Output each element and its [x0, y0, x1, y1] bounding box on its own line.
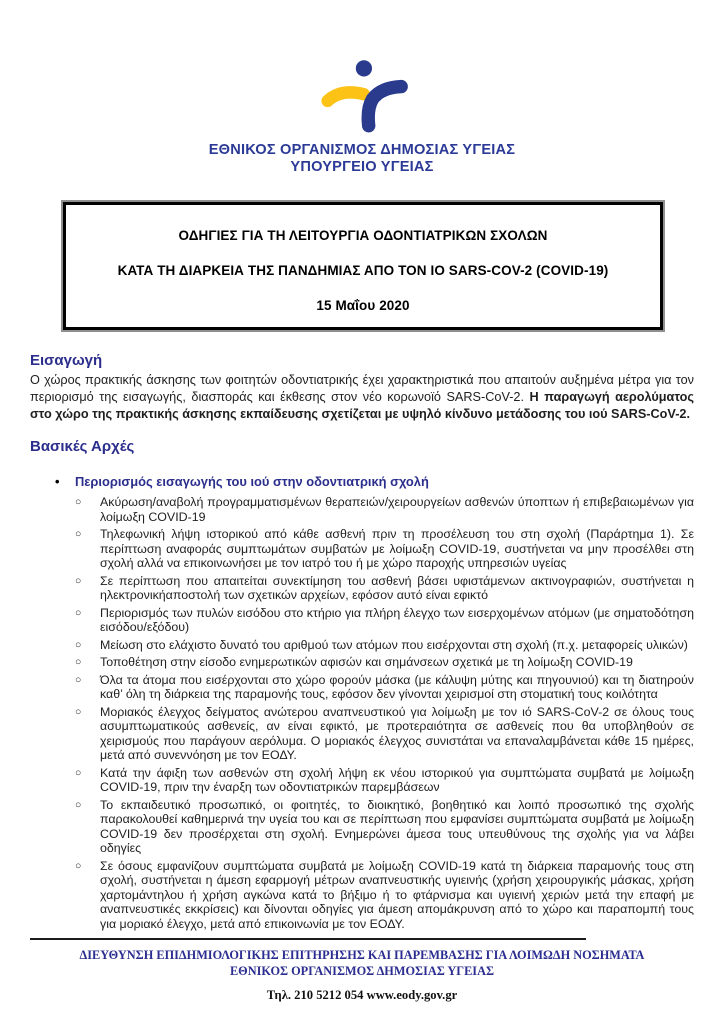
list-item: [30, 655, 694, 670]
principles-heading: Βασικές Αρχές: [30, 438, 135, 455]
document-title-line1: ΟΔΗΓΙΕΣ ΓΙΑ ΤΗ ΛΕΙΤΟΥΡΓΙΑ ΟΔΟΝΤΙΑΤΡΙΚΩΝ ΣΧΟΛΩΝ: [178, 228, 548, 243]
title-box: [63, 202, 663, 330]
circle-bullet-marker: ○: [75, 859, 82, 872]
circle-bullet-marker: ○: [75, 496, 82, 508]
circle-bullet-marker: ○: [75, 656, 82, 668]
circle-bullet-marker: ○: [75, 766, 82, 779]
list-item-text: Κατά την άφιξη των ασθενών στη σχολή λήψη εκ νέου ιστορικού για συμπτώματα συμβατά με λοίμωξη COVID-19, πριν την έναρξη των οδοντιατρικών παρεμβάσεων: [100, 765, 694, 794]
footer-organization: ΕΘΝΙΚΟΣ ΟΡΓΑΝΙΣΜΟΣ ΔΗΜΟΣΙΑΣ ΥΓΕΙΑΣ: [229, 964, 495, 978]
principles-topic-row: [30, 474, 694, 489]
list-item-text: Μοριακός έλεγχος δείγματος ανώτερου αναπνευστικού για λοίμωξη με τον ιό SARS-CoV-2 σε όλους τους ασυμπτωματικούς ασθενείς, αν είναι εφικτό, με προτεραιότητα σε ασθενείς που θα υποβληθούν σε χειρισμούς που παράγουν αερόλυμα. Ο μοριακός έλεγχος συνιστάται να επαναλαμβάνεται κάθε 15 ημέρες, μετά από συνεννόηση με τον ΕΟΔΥ.: [100, 704, 694, 762]
circle-bullet-marker: ○: [75, 705, 82, 718]
document-footer: [0, 938, 724, 1003]
list-item: [30, 574, 694, 603]
list-item-text: Ακύρωση/αναβολή προγραμματισμένων θεραπειών/χειρουργείων ασθενών ύποπτων ή επιβεβαιωμένων για λοίμωξη COVID-19: [100, 495, 694, 524]
list-item-text: Περιορισμός των πυλών εισόδου στο κτήριο για πλήρη έλεγχο των εισερχομένων ατόμων (με σηματοδότηση εισόδου/εξόδου): [100, 605, 694, 634]
footer-department: ΔΙΕΥΘΥΝΣΗ ΕΠΙΔΗΜΙΟΛΟΓΙΚΗΣ ΕΠΙΤΗΡΗΣΗΣ ΚΑΙ ΠΑΡΕΜΒΑΣΗΣ ΓΙΑ ΛΟΙΜΩΔΗ ΝΟΣΗΜΑΤΑ: [79, 948, 645, 962]
footer-divider: [30, 938, 586, 940]
ministry-name: ΥΠΟΥΡΓΕΙΟ ΥΓΕΙΑΣ: [290, 159, 434, 175]
list-item: [30, 673, 694, 702]
circle-bullet-marker: ○: [75, 574, 82, 587]
circle-bullet-marker: ○: [75, 673, 82, 686]
circle-bullet-marker: ○: [75, 606, 82, 619]
list-item: [30, 638, 694, 653]
list-item: [30, 495, 694, 524]
eody-person-logo-icon: [314, 56, 410, 142]
document-title-line2: ΚΑΤΑ ΤΗ ΔΙΑΡΚΕΙΑ ΤΗΣ ΠΑΝΔΗΜΙΑΣ ΑΠΟ ΤΟΝ ΙΟ SARS-COV-2 (COVID-19): [117, 263, 609, 278]
list-item-text: Μείωση στο ελάχιστο δυνατό του αριθμού των ατόμων που εισέρχονται στη σχολή (π.χ. μεταφορείς υλικών): [100, 637, 688, 652]
list-item-text: Τηλεφωνική λήψη ιστορικού από κάθε ασθενή πριν τη προσέλευση του στη σχολή (Παράρτημα 1). Σε περίπτωση αναφοράς συμπτωμάτων συμβατών με λοίμωξη COVID-19, συστήνεται να μην προσέλθει στη σχολή αλλά να επικοινωνήσει με τον ιατρό του ή με χώρο παροχής υπηρεσιών υγείας: [100, 527, 694, 570]
circle-bullet-marker: ○: [75, 528, 82, 540]
list-item-text: Το εκπαιδευτικό προσωπικό, οι φοιτητές, το διοικητικό, βοηθητικό και λοιπό προσωπικό της σχολής παρακολουθεί καθημερινά την υγεία του και σε περίπτωση που εμφανίσει συμπτώματα συμβατά με λοίμωξη COVID-19 δεν προσέρχεται στη σχολή. Ενημερώνει άμεσα τους υπευθύνους της σχολής για να λάβει οδηγίες: [100, 797, 694, 855]
intro-paragraph: [30, 372, 694, 423]
list-item: [30, 798, 694, 856]
list-item: [30, 859, 694, 932]
list-item-text: Τοποθέτηση στην είσοδο ενημερωτικών αφισών και σημάνσεων σχετικά με τη λοίμωξη COVID-19: [100, 655, 633, 669]
intro-heading: Εισαγωγή: [30, 352, 103, 369]
list-item-text: Σε όσους εμφανίζουν συμπτώματα συμβατά με λοίμωξη COVID-19 κατά τη διάρκεια παραμονής τους στη σχολή, συστήνεται η άμεση εφαρμογή μέτρων αναπνευστικής υγιεινής (χρήση χειρουργικής μάσκας, χρήση χαρτομάντηλου ή χρήση αγκώνα κατά το βήξιμο ή το φτάρνισμα και υγιεινή χεριών μετά την επαφή με αναπνευστικές εκκρίσεις) και δίνονται οδηγίες για άμεση απομάκρυνση από το χώρο και παραπομπή τους για μοριακό έλεγχο, μετά από επικοινωνία με τον ΕΟΔΥ.: [100, 858, 694, 931]
circle-bullet-marker: ○: [75, 798, 82, 811]
list-item: [30, 766, 694, 795]
footer-contact: Τηλ. 210 5212 054 www.eody.gov.gr: [266, 988, 458, 1002]
list-item: [30, 527, 694, 571]
document-date: 15 Μαΐου 2020: [316, 298, 410, 313]
organization-name: ΕΘΝΙΚΟΣ ΟΡΓΑΝΙΣΜΟΣ ΔΗΜΟΣΙΑΣ ΥΓΕΙΑΣ: [208, 142, 516, 158]
document-body: [30, 352, 694, 931]
bullet-marker: •: [55, 474, 60, 489]
list-item-text: Σε περίπτωση που απαιτείται συνεκτίμηση του ασθενή βάσει υφιστάμενων ακτινογραφιών, συστήνεται η ηλεκτρονικήαποστολή των σχετικών αρχείων, εφόσον αυτό είναι εφικτό: [100, 573, 694, 602]
sub-bullet-list: [30, 495, 694, 931]
document-header: [0, 0, 724, 176]
intro-text-emphasis: Η παραγωγή αερολύματος στο χώρο της πρακτικής άσκησης εκπαίδευσης σχετίζεται με υψηλό κίνδυνο μετάδοσης του ιού SARS-CoV-2.: [30, 390, 694, 421]
list-item: [30, 606, 694, 635]
circle-bullet-marker: ○: [75, 638, 82, 651]
list-item-text: Όλα τα άτομα που εισέρχονται στο χώρο φορούν μάσκα (με κάλυψη μύτης και πηγουνιού) και τη διατηρούν καθ’ όλη τη διάρκεια της παραμονής τους, εφόσον δεν γίνονται χειρισμοί στη στοματική τους κοιλότητα: [100, 672, 694, 701]
list-item: [30, 705, 694, 763]
intro-text: Ο χώρος πρακτικής άσκησης των φοιτητών οδοντιατρικής έχει χαρακτηριστικά που απαιτούν αυξημένα μέτρα για τον περιορισμό της εισαγωγής, διασποράς και έκθεσης στον νέο κορωνοϊό SARS-CoV-2.: [30, 373, 694, 404]
principles-topic-label: Περιορισμός εισαγωγής του ιού στην οδοντιατρική σχολή: [75, 474, 429, 489]
